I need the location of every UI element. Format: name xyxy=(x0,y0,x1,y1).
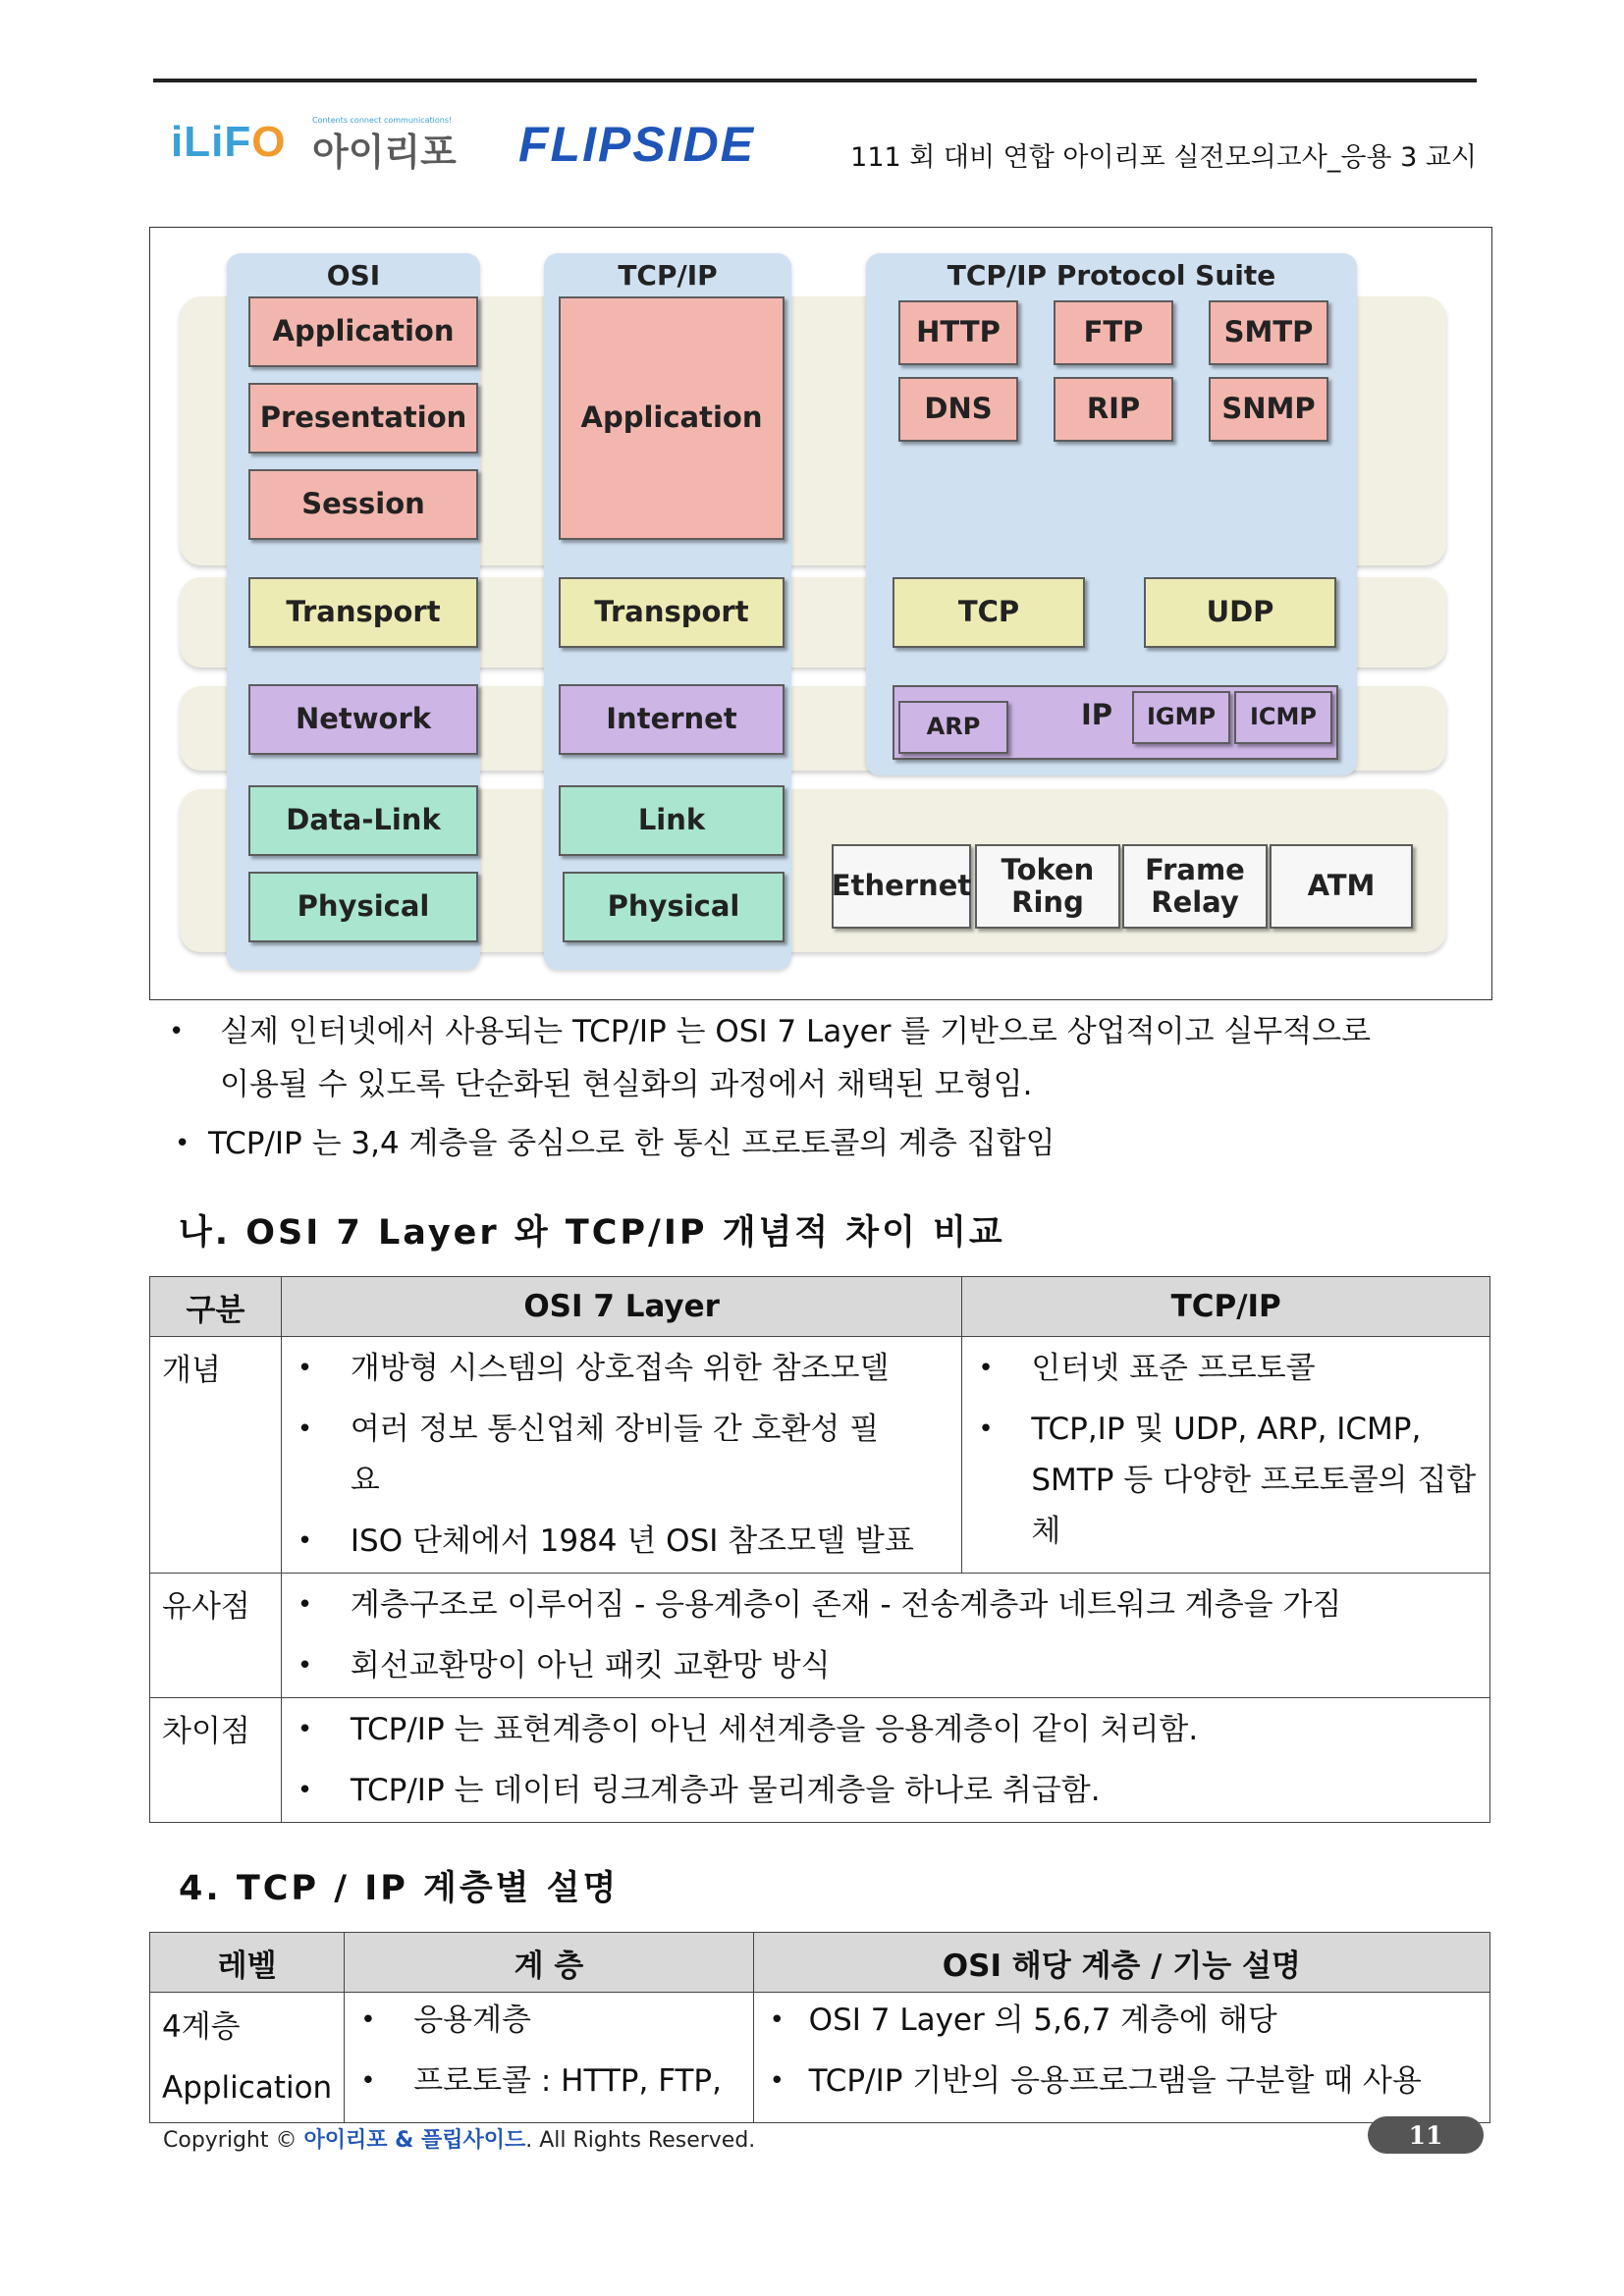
description-cell xyxy=(753,1993,1489,2123)
header-osi: OSI 7 Layer xyxy=(281,1277,961,1337)
list-item: • TCP/IP 는 표현계층이 아닌 세션계층을 응용계층이 같이 처리함. xyxy=(282,1704,1480,1755)
row-label-similar: 유사점 xyxy=(150,1574,282,1698)
list-item: • 프로토콜 : HTTP, FTP, xyxy=(345,2056,742,2107)
bullet-text: TCP/IP 는 3,4 계층을 중심으로 한 통신 프로토콜의 계층 집합임 xyxy=(208,1126,1056,1161)
list-item: • 인터넷 표준 프로토콜 xyxy=(962,1343,1480,1394)
page-number: 11 xyxy=(1368,2116,1484,2154)
bullet-dot: • xyxy=(169,1017,185,1046)
header-category: 구분 xyxy=(150,1277,282,1337)
bullet-item xyxy=(175,1117,1056,1170)
table-header-row xyxy=(150,1933,1490,1993)
bullet-text: 실제 인터넷에서 사용되는 TCP/IP 는 OSI 7 Layer 를 기반으로 상업적이고 실무적으로 xyxy=(220,1014,1372,1049)
proto-udp: UDP xyxy=(1144,577,1336,648)
table-row xyxy=(150,1698,1490,1823)
table-header-row xyxy=(150,1277,1490,1337)
concept-tcpip-cell xyxy=(962,1337,1490,1574)
tcpip-layer-table xyxy=(149,1932,1490,2123)
proto-smtp: SMTP xyxy=(1209,300,1328,365)
proto-icmp: ICMP xyxy=(1234,691,1332,744)
bullet-dot: • xyxy=(175,1129,190,1158)
tcpip-transport: Transport xyxy=(559,577,785,648)
section-heading-na: 나. OSI 7 Layer 와 TCP/IP 개념적 차이 비교 xyxy=(179,1213,1005,1253)
bullet-item-continued xyxy=(220,1058,1032,1111)
list-item: • 응용계층 xyxy=(345,1995,742,2046)
osi-tcpip-figure xyxy=(149,227,1492,1000)
proto-ftp: FTP xyxy=(1054,300,1173,365)
footer-copyright: Copyright © 아이리포 & 플립사이드. All Rights Reserved. xyxy=(163,2128,756,2153)
proto-token-ring: Token Ring xyxy=(975,844,1120,929)
bullet-item xyxy=(169,1005,1372,1058)
proto-rip: RIP xyxy=(1054,377,1173,442)
osi-tcpip-compare-table xyxy=(149,1276,1490,1823)
flipside-logo: FLIPSIDE xyxy=(518,117,756,172)
layer-cell xyxy=(345,1993,753,2123)
protocol-suite-title: TCP/IP Protocol Suite xyxy=(947,259,1276,292)
table-row xyxy=(150,1337,1490,1574)
osi-session: Session xyxy=(248,469,478,540)
section-heading-4: 4. TCP / IP 계층별 설명 xyxy=(179,1869,620,1908)
bullet-text: 이용될 수 있도록 단순화된 현실화의 과정에서 채택된 모형임. xyxy=(220,1067,1033,1102)
ilifo-logo: iLiFO xyxy=(171,118,287,166)
ilifo-korean-logo: 아이리포 xyxy=(312,131,457,174)
level-number: 4계층 xyxy=(162,2009,241,2045)
list-item: • 여러 정보 통신업체 장비들 간 호환성 필요 xyxy=(282,1404,951,1506)
proto-http: HTTP xyxy=(898,300,1018,365)
table-row xyxy=(150,1574,1490,1698)
ilifo-tagline: Contents connect communications! xyxy=(312,116,453,125)
osi-presentation: Presentation xyxy=(248,383,478,454)
proto-arp: ARP xyxy=(898,701,1008,754)
osi-application: Application xyxy=(248,296,478,367)
proto-igmp: IGMP xyxy=(1132,691,1230,744)
tcpip-application: Application xyxy=(559,296,785,540)
list-item: • 개방형 시스템의 상호접속 위한 참조모델 xyxy=(282,1343,951,1394)
osi-transport: Transport xyxy=(248,577,478,648)
list-item: • OSI 7 Layer 의 5,6,7 계층에 해당 xyxy=(754,1995,1480,2046)
list-item: • 계층구조로 이루어짐 - 응용계층이 존재 - 전송계층과 네트워크 계층을 가짐 xyxy=(282,1579,1480,1630)
osi-column-title: OSI xyxy=(326,259,381,292)
concept-osi-cell xyxy=(281,1337,961,1574)
proto-tcp: TCP xyxy=(893,577,1085,648)
tcpip-link: Link xyxy=(559,785,785,856)
header-tcpip: TCP/IP xyxy=(962,1277,1490,1337)
osi-physical: Physical xyxy=(248,872,478,942)
header-title: 111 회 대비 연합 아이리포 실전모의고사_응용 3 교시 xyxy=(850,142,1477,173)
tcpip-physical: Physical xyxy=(563,872,785,942)
table-row xyxy=(150,1993,1490,2123)
list-item: • ISO 단체에서 1984 년 OSI 참조모델 발표 xyxy=(282,1516,951,1567)
proto-snmp: SNMP xyxy=(1209,377,1328,442)
tcpip-internet: Internet xyxy=(559,684,785,755)
proto-dns: DNS xyxy=(898,377,1018,442)
list-item: • TCP,IP 및 UDP, ARP, ICMP, SMTP 등 다양한 프로토콜의 집합체 xyxy=(962,1404,1480,1557)
list-item: • TCP/IP 기반의 응용프로그램을 구분할 때 사용 xyxy=(754,2056,1480,2107)
header-description: OSI 해당 계층 / 기능 설명 xyxy=(753,1933,1489,1993)
proto-ip: IP xyxy=(1081,698,1113,731)
difference-cell xyxy=(281,1698,1489,1823)
osi-network: Network xyxy=(248,684,478,755)
header-layer: 계 층 xyxy=(345,1933,753,1993)
level-name: Application xyxy=(162,2070,333,2106)
proto-ethernet: Ethernet xyxy=(832,844,971,929)
proto-atm: ATM xyxy=(1270,844,1413,929)
footer-brand: 아이리포 & 플립사이드 xyxy=(303,2128,526,2153)
osi-data-link: Data-Link xyxy=(248,785,478,856)
list-item: • 회선교환망이 아닌 패킷 교환망 방식 xyxy=(282,1640,1480,1691)
list-item: • TCP/IP 는 데이터 링크계층과 물리계층을 하나로 취급함. xyxy=(282,1765,1480,1816)
similar-cell xyxy=(281,1574,1489,1698)
row-label-concept: 개념 xyxy=(150,1337,282,1574)
tcpip-column-title: TCP/IP xyxy=(618,259,718,292)
row-label-difference: 차이점 xyxy=(150,1698,282,1823)
header-level: 레벨 xyxy=(150,1933,345,1993)
header-rule xyxy=(153,79,1477,82)
level-cell xyxy=(150,1993,345,2123)
proto-frame-relay: Frame Relay xyxy=(1122,844,1268,929)
